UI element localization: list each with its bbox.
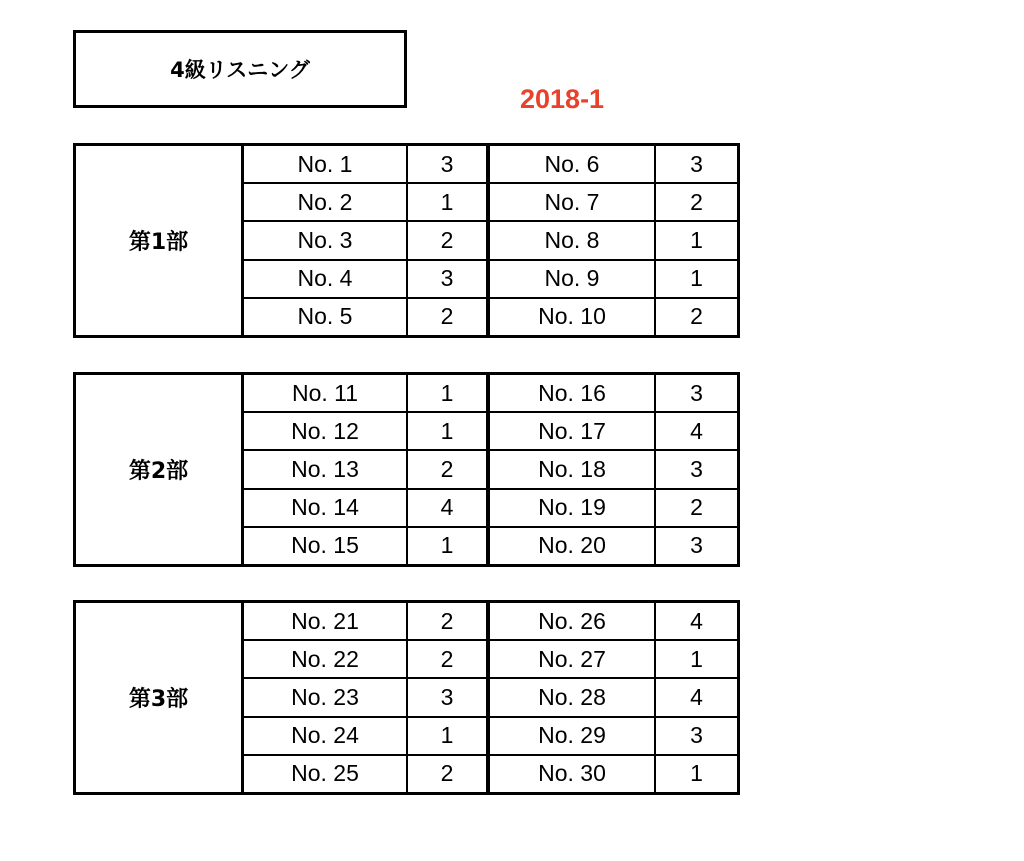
question-number: No. 26 — [490, 603, 656, 639]
table-row — [244, 677, 737, 715]
answer-value: 3 — [408, 679, 490, 715]
question-number: No. 19 — [490, 490, 656, 526]
answer-value: 1 — [690, 227, 703, 253]
question-number: No. 2 — [244, 184, 408, 220]
answer-value: 2 — [690, 188, 703, 215]
answer-value: 2 — [408, 603, 490, 639]
answer-value: 1 — [408, 184, 490, 220]
question-number: No. 18 — [490, 451, 656, 487]
question-number: No. 22 — [244, 641, 408, 677]
question-number: No. 20 — [490, 528, 656, 564]
table-row — [244, 297, 737, 335]
page-title: 4級リスニング — [170, 58, 310, 82]
answer-value: 2 — [690, 303, 703, 330]
question-number: No. 1 — [244, 146, 408, 182]
answer-value: 2 — [408, 641, 490, 677]
answer-section-part-1 — [73, 143, 740, 338]
question-number: No. 8 — [490, 222, 656, 258]
answer-value: 1 — [690, 645, 703, 672]
table-row — [244, 639, 737, 677]
section-label: 第1部 — [76, 146, 244, 335]
answer-value: 4 — [690, 417, 703, 444]
answer-value: 4 — [408, 490, 490, 526]
table-row — [244, 449, 737, 487]
question-number: No. 30 — [490, 756, 656, 792]
question-number: No. 7 — [490, 184, 656, 220]
question-number: No. 24 — [244, 718, 408, 754]
question-number: No. 14 — [244, 490, 408, 526]
question-number: No. 11 — [244, 375, 408, 411]
question-number: No. 5 — [244, 299, 408, 335]
answer-value: 3 — [690, 379, 703, 406]
table-row — [244, 603, 737, 639]
answer-value: 1 — [408, 413, 490, 449]
question-number: No. 10 — [490, 299, 656, 335]
page-title-box — [73, 30, 407, 108]
answer-value: 3 — [690, 150, 703, 177]
answer-value: 1 — [408, 718, 490, 754]
question-number: No. 6 — [490, 146, 656, 182]
answer-grid — [244, 603, 737, 792]
answer-value: 2 — [408, 299, 490, 335]
answer-value: 3 — [690, 456, 703, 482]
table-row — [244, 146, 737, 182]
answer-grid — [244, 375, 737, 564]
question-number: No. 15 — [244, 528, 408, 564]
answer-value: 1 — [408, 375, 490, 411]
table-row — [244, 220, 737, 258]
question-number: No. 28 — [490, 679, 656, 715]
question-number: No. 17 — [490, 413, 656, 449]
question-number: No. 13 — [244, 451, 408, 487]
section-label: 第3部 — [76, 603, 244, 792]
section-label: 第2部 — [76, 375, 244, 564]
answer-value: 1 — [408, 528, 490, 564]
answer-value: 1 — [690, 265, 703, 292]
question-number: No. 12 — [244, 413, 408, 449]
year-label: 2018-1 — [520, 84, 605, 114]
table-row — [244, 526, 737, 564]
question-number: No. 9 — [490, 261, 656, 297]
question-number: No. 3 — [244, 222, 408, 258]
answer-value: 2 — [408, 222, 490, 258]
table-row — [244, 488, 737, 526]
answer-value: 3 — [690, 722, 703, 749]
table-row — [244, 259, 737, 297]
question-number: No. 4 — [244, 261, 408, 297]
answer-value: 1 — [690, 760, 703, 787]
answer-grid — [244, 146, 737, 335]
table-row — [244, 716, 737, 754]
question-number: No. 21 — [244, 603, 408, 639]
answer-value: 2 — [408, 756, 490, 792]
answer-value: 2 — [408, 451, 490, 487]
answer-value: 3 — [408, 261, 490, 297]
question-number: No. 16 — [490, 375, 656, 411]
answer-value: 2 — [690, 494, 703, 521]
table-row — [244, 754, 737, 792]
question-number: No. 29 — [490, 718, 656, 754]
question-number: No. 23 — [244, 679, 408, 715]
answer-value: 3 — [690, 532, 703, 559]
answer-value: 3 — [408, 146, 490, 182]
answer-section-part-2 — [73, 372, 740, 567]
answer-section-part-3 — [73, 600, 740, 795]
table-row — [244, 182, 737, 220]
answer-value: 4 — [690, 607, 703, 634]
question-number: No. 25 — [244, 756, 408, 792]
table-row — [244, 411, 737, 449]
answer-value: 4 — [690, 684, 703, 710]
question-number: No. 27 — [490, 641, 656, 677]
table-row — [244, 375, 737, 411]
